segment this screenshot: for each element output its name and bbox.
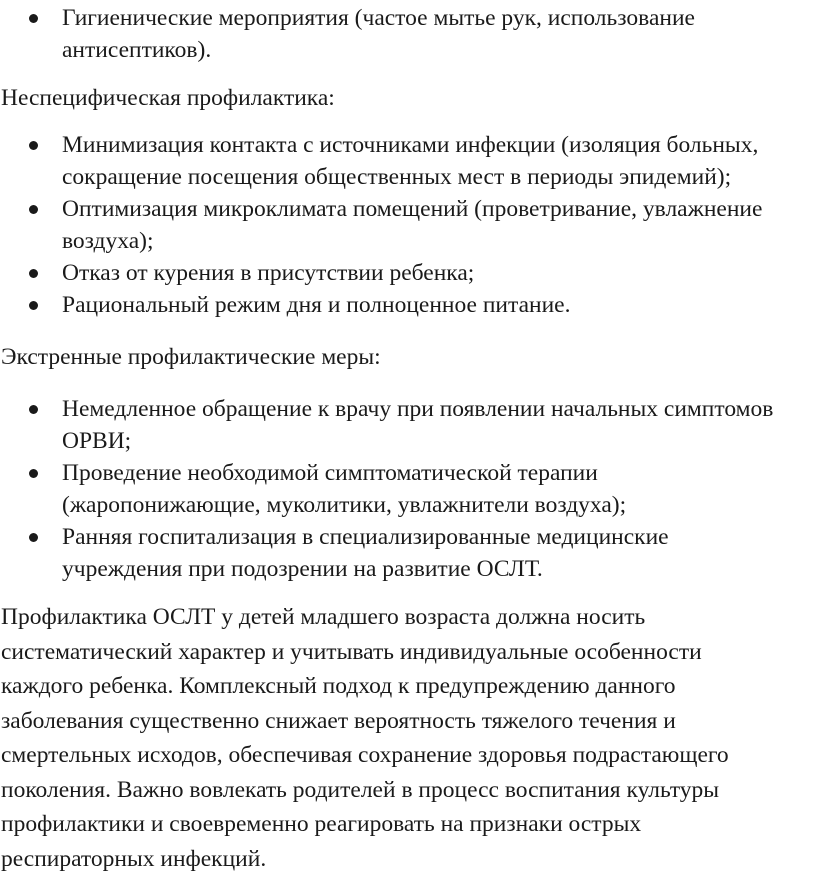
list-item-line: Оптимизация микроклимата помещений (проветривание, увлажнение xyxy=(62,196,763,222)
list-item-line: Гигиенические мероприятия (частое мытье рук, использование xyxy=(62,5,695,31)
hygiene-list-block xyxy=(0,2,816,66)
list-item-line: Рациональный режим дня и полноценное питание. xyxy=(62,292,571,318)
list-item-line: учреждения при подозрении на развитие ОСЛТ. xyxy=(62,556,543,582)
list-item-line: Проведение необходимой симптоматической терапии xyxy=(62,460,598,486)
list-item-line: (жаропонижающие, муколитики, увлажнители воздуха); xyxy=(62,492,627,518)
bullet-icon xyxy=(29,14,38,23)
emergency-list xyxy=(0,393,816,585)
list-item xyxy=(0,289,816,321)
bullet-icon xyxy=(29,405,38,414)
list-item-line: сокращение посещения общественных мест в периоды эпидемий); xyxy=(62,164,732,190)
list-item xyxy=(0,193,816,257)
list-item-line: Ранняя госпитализация в специализированные медицинские xyxy=(62,524,669,550)
list-item xyxy=(0,257,816,289)
paragraph-line: каждого ребенка. Комплексный подход к предупреждению данного xyxy=(1,673,676,699)
nonspecific-list xyxy=(0,129,816,321)
hygiene-list xyxy=(0,2,816,66)
list-item xyxy=(0,521,816,585)
conclusion-paragraph xyxy=(0,600,816,876)
paragraph-line: профилактики и своевременно реагировать на признаки острых xyxy=(1,811,642,837)
list-item xyxy=(0,129,816,193)
list-item-line: Минимизация контакта с источниками инфекции (изоляция больных, xyxy=(62,132,759,158)
nonspecific-heading-block xyxy=(0,82,816,114)
paragraph-line: смертельных исходов, обеспечивая сохранение здоровья подрастающего xyxy=(1,742,729,768)
list-item-line: Немедленное обращение к врачу при появлении начальных симптомов xyxy=(62,396,774,422)
emergency-heading: Экстренные профилактические меры: xyxy=(1,344,381,370)
conclusion-block xyxy=(0,600,816,876)
bullet-icon xyxy=(29,269,38,278)
list-item xyxy=(0,2,816,66)
paragraph-line: Профилактика ОСЛТ у детей младшего возраста должна носить xyxy=(1,604,646,630)
paragraph-line: заболевания существенно снижает вероятность тяжелого течения и xyxy=(1,707,676,734)
list-item xyxy=(0,457,816,521)
bullet-icon xyxy=(29,141,38,150)
list-item xyxy=(0,393,816,457)
nonspecific-heading: Неспецифическая профилактика: xyxy=(1,85,335,111)
paragraph-line: респираторных инфекций. xyxy=(1,845,267,872)
list-item-line: воздуха); xyxy=(62,228,154,254)
bullet-icon xyxy=(29,205,38,214)
bullet-icon xyxy=(29,469,38,478)
list-item-line: Отказ от курения в присутствии ребенка; xyxy=(62,260,475,286)
list-item-line: ОРВИ; xyxy=(62,428,132,454)
emergency-heading-block xyxy=(0,341,816,373)
bullet-icon xyxy=(29,301,38,310)
list-item-line: антисептиков). xyxy=(62,37,212,63)
paragraph-line: поколения. Важно вовлекать родителей в процесс воспитания культуры xyxy=(1,776,720,803)
emergency-list-block xyxy=(0,393,816,585)
nonspecific-list-block xyxy=(0,129,816,321)
bullet-icon xyxy=(29,533,38,542)
paragraph-line: систематический характер и учитывать индивидуальные особенности xyxy=(1,638,702,665)
